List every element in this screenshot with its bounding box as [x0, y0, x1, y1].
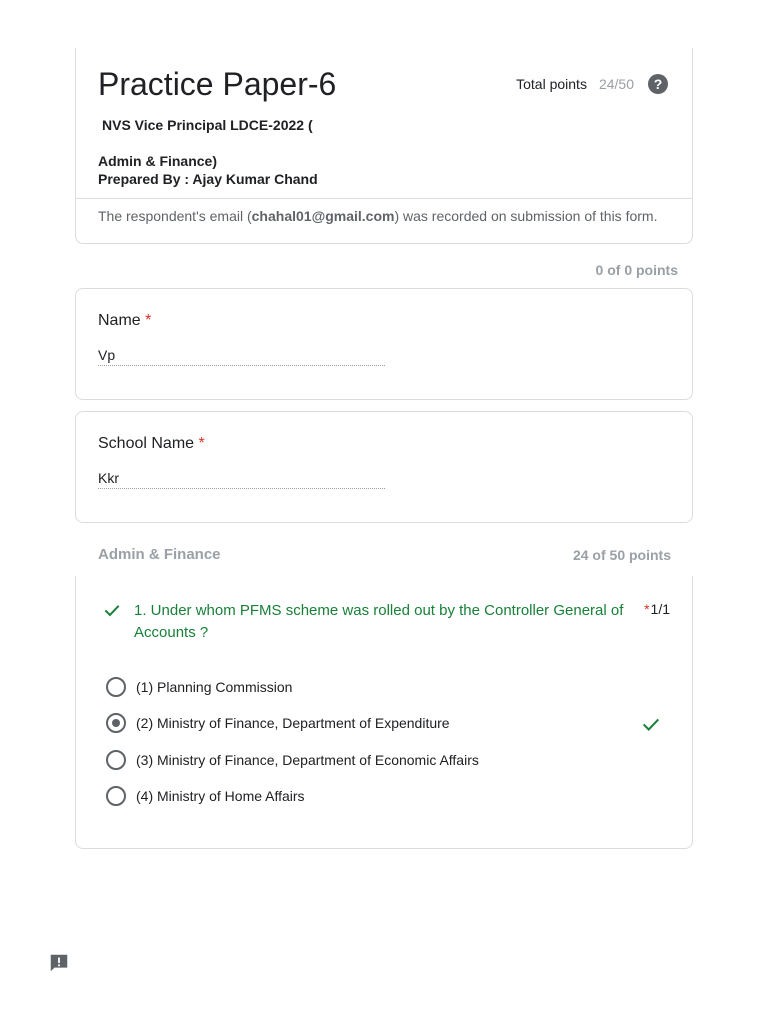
required-mark: * [145, 312, 152, 329]
name-label [98, 312, 151, 330]
form-title: Practice Paper-6 [98, 66, 337, 102]
total-points [516, 74, 668, 94]
question-card [75, 576, 693, 849]
description-line: NVS Vice Principal LDCE-2022 ( [102, 117, 313, 133]
description-line: Prepared By : Ajay Kumar Chand [98, 171, 318, 187]
check-icon [640, 713, 662, 740]
radio-button[interactable] [106, 677, 126, 697]
radio-button[interactable] [106, 750, 126, 770]
school-name-label-text: School Name [98, 435, 195, 452]
help-icon[interactable]: ? [648, 74, 668, 94]
check-icon [102, 600, 122, 625]
answer-option[interactable] [106, 750, 479, 770]
section-title: Admin & Finance [98, 546, 221, 563]
radio-button-selected[interactable] [106, 713, 126, 733]
option-label: (3) Ministry of Finance, Department of Economic Affairs [136, 752, 479, 768]
points-summary: 0 of 0 points [595, 262, 678, 278]
answer-option[interactable] [106, 713, 450, 733]
option-label: (4) Ministry of Home Affairs [136, 788, 305, 804]
total-points-label: Total points [516, 76, 587, 92]
email-notice-prefix: The respondent's email ( [98, 208, 252, 224]
school-name-question-card [75, 411, 693, 523]
answer-option[interactable] [106, 786, 305, 806]
email-notice [98, 208, 657, 224]
school-name-label [98, 435, 205, 453]
email-notice-suffix: ) was recorded on submission of this form. [394, 208, 658, 224]
respondent-email: chahal01@gmail.com [251, 208, 395, 224]
form-description [98, 116, 318, 188]
question-score [644, 601, 670, 617]
feedback-icon[interactable] [48, 952, 70, 979]
name-label-text: Name [98, 312, 141, 329]
option-label: (2) Ministry of Finance, Department of Expenditure [136, 715, 450, 731]
total-points-value: 24/50 [598, 76, 634, 92]
answer-option[interactable] [106, 677, 292, 697]
name-question-card [75, 288, 693, 400]
required-mark: * [198, 435, 205, 452]
form-header-card [75, 48, 693, 244]
question-text: 1. Under whom PFMS scheme was rolled out by the Controller General of Accounts ? [134, 602, 624, 641]
divider [76, 198, 692, 199]
required-mark: * [644, 601, 650, 617]
description-line: Admin & Finance) [98, 153, 218, 169]
option-label: (1) Planning Commission [136, 679, 293, 695]
radio-button[interactable] [106, 786, 126, 806]
name-field[interactable]: Vp [98, 347, 385, 366]
section-points: 24 of 50 points [572, 547, 671, 563]
school-name-field[interactable]: Kkr [98, 470, 385, 489]
question-score-value: 1/1 [650, 601, 670, 617]
